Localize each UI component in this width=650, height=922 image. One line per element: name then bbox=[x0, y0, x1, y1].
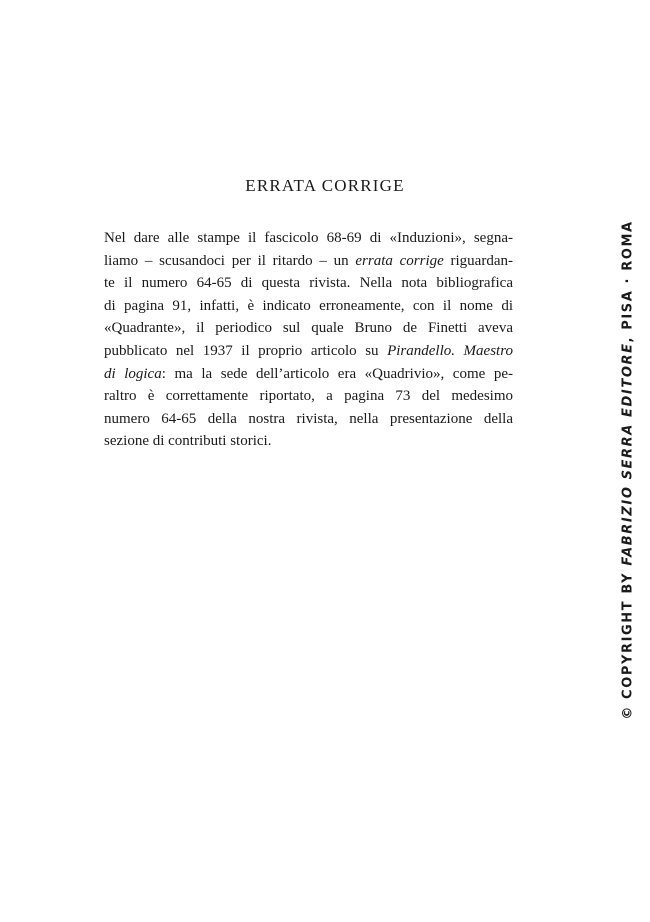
italic-title: Pirandello. Maestro bbox=[387, 342, 513, 359]
errata-paragraph bbox=[104, 227, 513, 453]
copyright-notice: © COPYRIGHT BY FABRIZIO SERRA EDITORE, PISA · ROMA bbox=[620, 220, 636, 720]
paragraph-line: te il numero 64-65 di questa rivista. Nella nota bibliografica bbox=[104, 275, 513, 292]
page-title: ERRATA CORRIGE bbox=[245, 176, 405, 195]
paragraph-line: raltro è correttamente riportato, a pagina 73 del medesimo bbox=[104, 388, 513, 405]
paragraph-line: pubblicato nel 1937 il proprio articolo su Pirandello. Maestro bbox=[104, 342, 513, 359]
paragraph-line: sezione di contributi storici. bbox=[104, 433, 272, 450]
paragraph-line: liamo – scusandoci per il ritardo – un errata corrige riguardan- bbox=[104, 252, 513, 269]
italic-title: di logica bbox=[104, 365, 162, 382]
italic-term: errata corrige bbox=[355, 252, 444, 269]
paragraph-line: «Quadrante», il periodico sul quale Bruno de Finetti aveva bbox=[104, 320, 513, 337]
paragraph-line: Nel dare alle stampe il fascicolo 68-69 di «Induzioni», segna- bbox=[104, 230, 513, 246]
paragraph-line: numero 64-65 della nostra rivista, nella presentazione della bbox=[104, 410, 513, 427]
publisher-name: FABRIZIO SERRA EDITORE bbox=[620, 342, 636, 566]
paragraph-line: di logica: ma la sede dell’articolo era «Quadrivio», come pe- bbox=[104, 365, 513, 382]
paragraph-line: di pagina 91, infatti, è indicato erroneamente, con il nome di bbox=[104, 297, 513, 314]
